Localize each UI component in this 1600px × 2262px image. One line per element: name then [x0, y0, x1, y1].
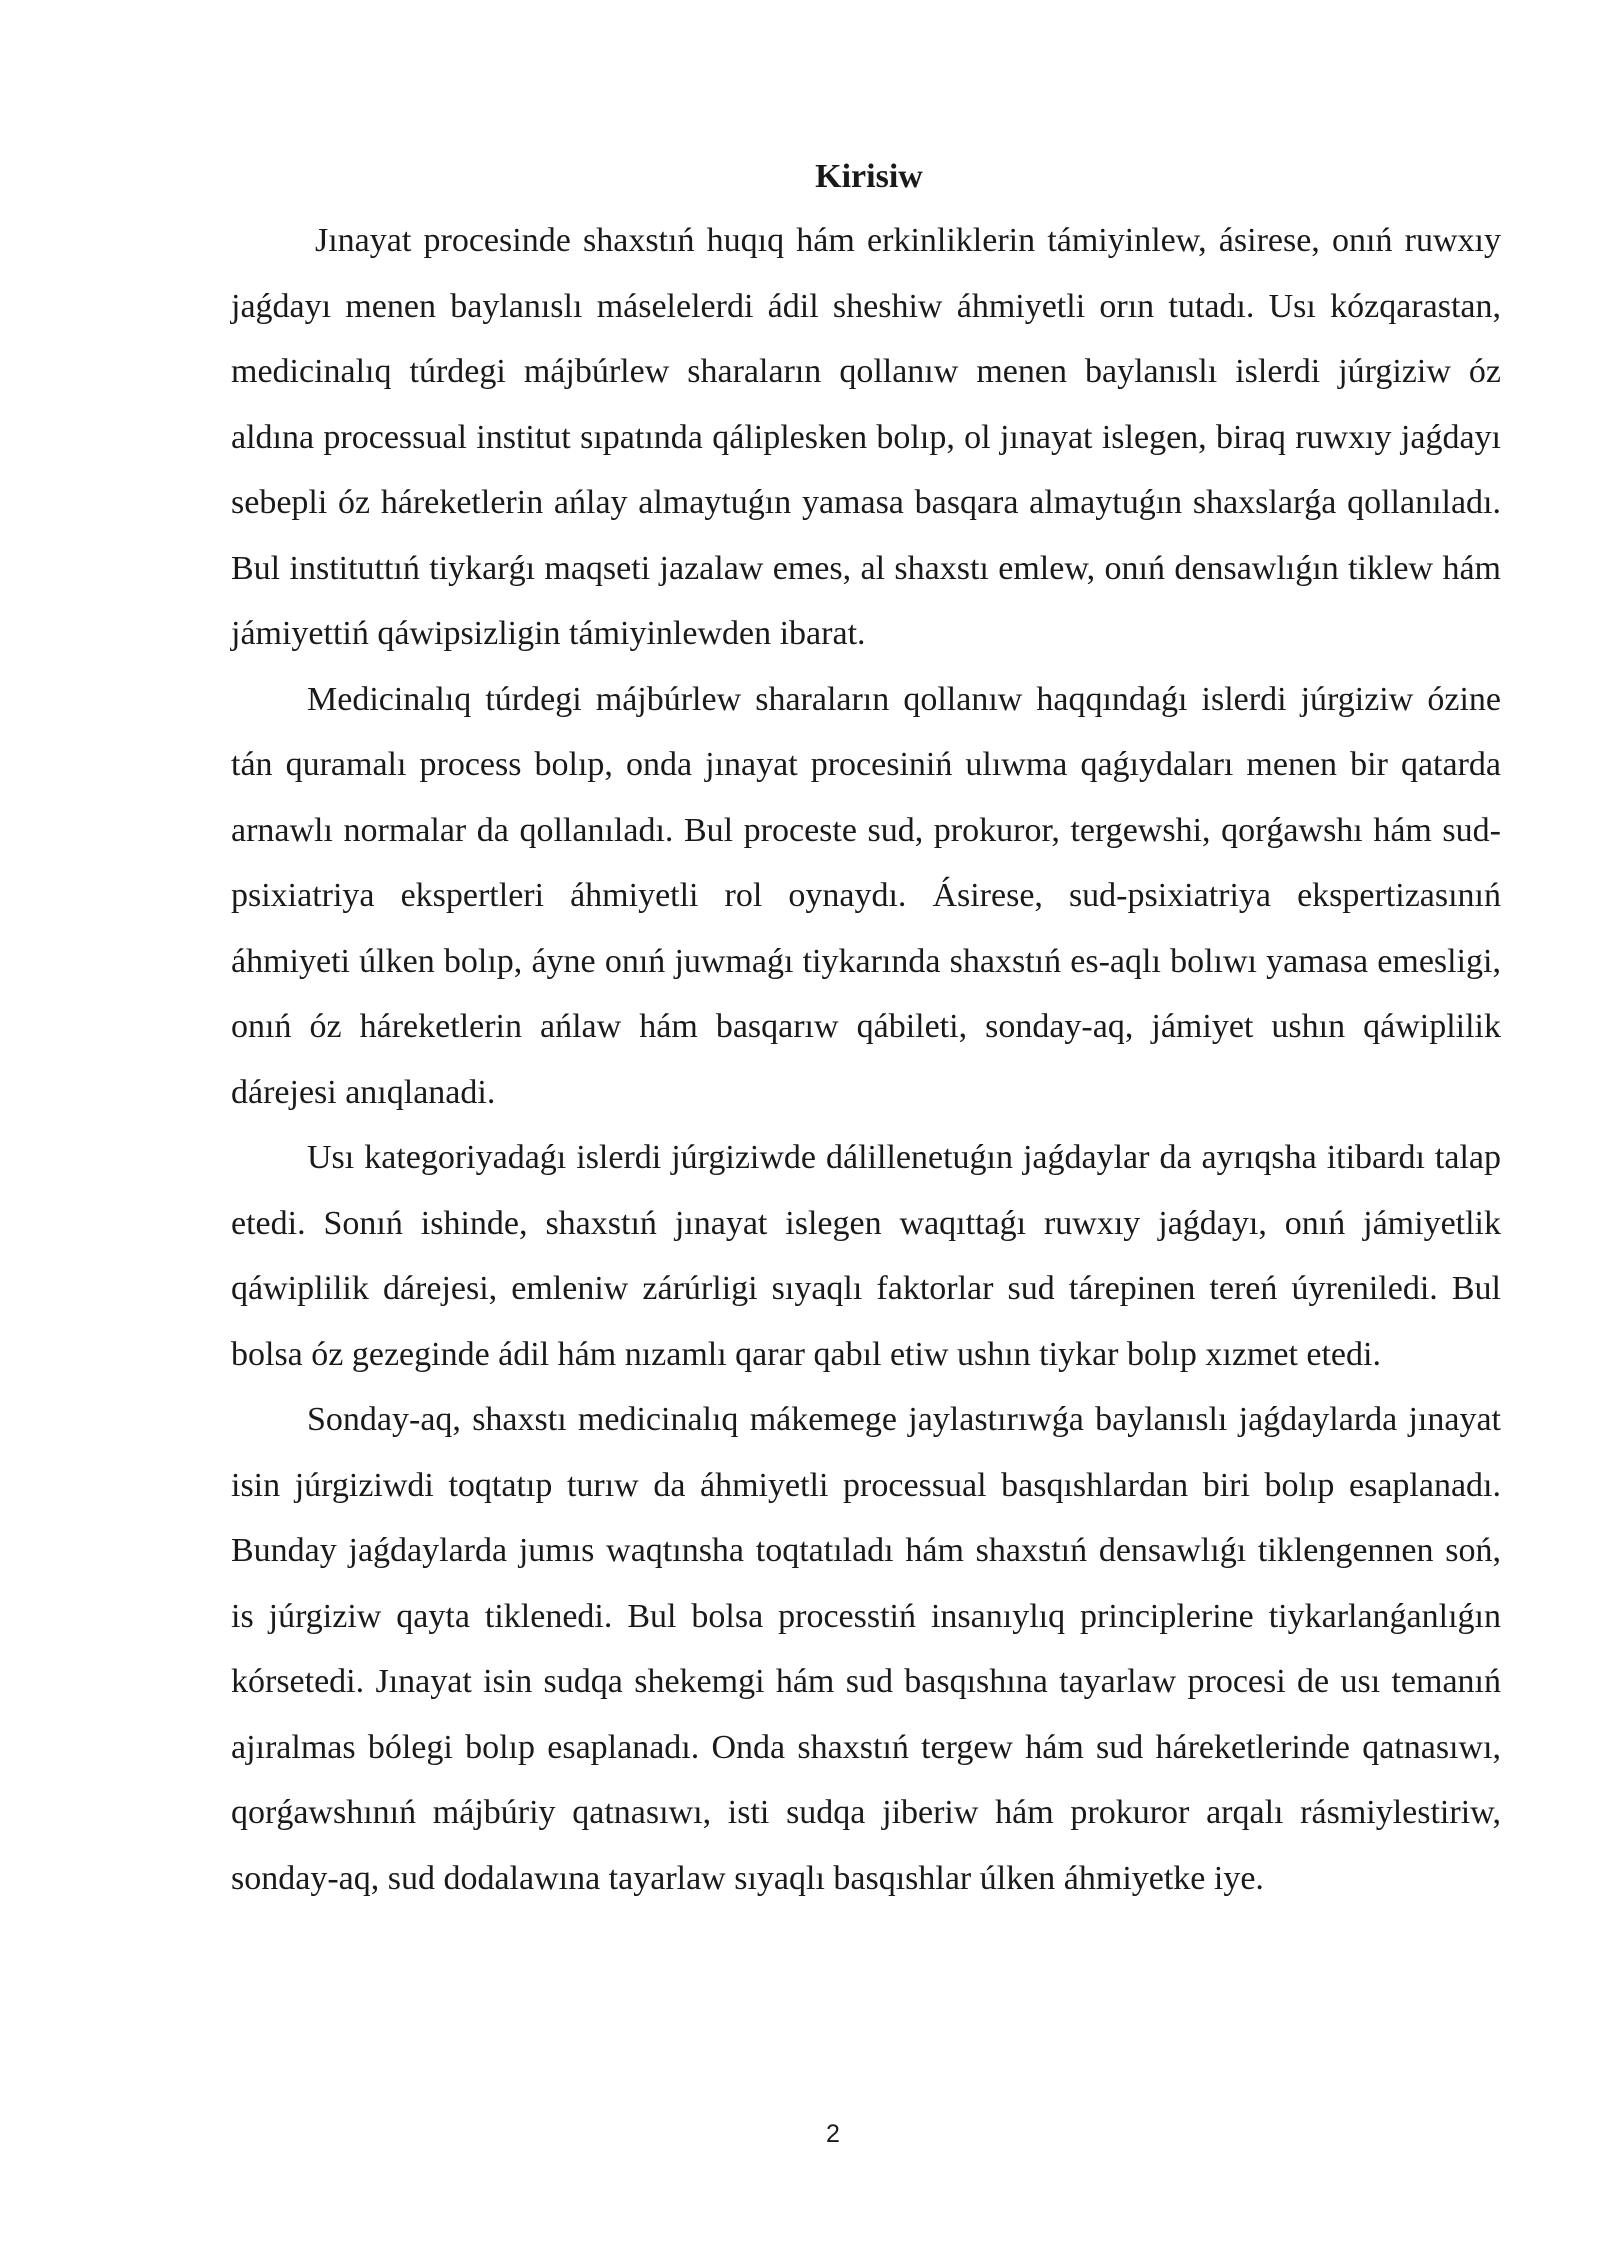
page-title: Kirisiw [815, 158, 923, 195]
page-number: 2 [826, 2120, 840, 2148]
document-body [231, 150, 1501, 1911]
paragraph-4: Sonday-aq, shaxstı medicinalıq mákemege jaylastırıwǵa baylanıslı jaǵdaylarda jınayat isin júrgiziwdi toqtatıp turıw da áhmiyetli processual basqıshlardan biri bolıp esaplanadı. Bunday jaǵdaylarda jumıs waqtınsha toqtatıladı hám shaxstıń densawlıǵı tiklengennen soń, is júrgiziw qayta tiklenedi. Bul bolsa processtiń insanıylıq principlerine tiykarlanǵanlıǵın kórsetedi. Jınayat isin sudqa shekemgi hám sud basqıshına tayarlaw procesi de usı temanıń ajıralmas bólegi bolıp esaplanadı. Onda shaxstıń tergew hám sud háreketlerinde qatnasıwı, qorǵawshınıń májbúriy qatnasıwı, isti sudqa jiberiw hám prokuror arqalı rásmiylestiriw, sonday-aq, sud dodalawına tayarlaw sıyaqlı basqıshlar úlken áhmiyetke iye. [231, 1401, 1501, 1897]
paragraph-3: Usı kategoriyadaǵı islerdi júrgiziwde dálillenetuǵın jaǵdaylar da ayrıqsha itibardı talap etedi. Sonıń ishinde, shaxstıń jınayat islegen waqıttaǵı ruwxıy jaǵdayı, onıń jámiyetlik qáwiplilik dárejesi, emleniw zárúrligi sıyaqlı faktorlar sud tárepinen tereń úyreniledi. Bul bolsa óz gezeginde ádil hám nızamlı qarar qabıl etiw ushın tiykar bolıp xızmet etedi. [231, 1139, 1501, 1373]
paragraph-2: Medicinalıq túrdegi májbúrlew sharaların qollanıw haqqındaǵı islerdi júrgiziw ózine tán quramalı process bolıp, onda jınayat procesiniń ulıwma qaǵıydaları menen bir qatarda arnawlı normalar da qollanıladı. Bul proceste sud, prokuror, tergewshi, qorǵawshı hám sud-psixiatriya ekspertleri áhmiyetli rol oynaydı. Ásirese, sud-psixiatriya ekspertizasınıń áhmiyeti úlken bolıp, áyne onıń juwmaǵı tiykarında shaxstıń es-aqlı bolıwı yamasa emesligi, onıń óz háreketlerin ańlaw hám basqarıw qábileti, sonday-aq, jámiyet ushın qáwiplilik dárejesi anıqlanadi. [231, 680, 1501, 1111]
paragraph-1: Jınayat procesinde shaxstıń huqıq hám erkinliklerin támiyinlew, ásirese, onıń ruwxıy jaǵdayı menen baylanıslı máselelerdi ádil sheshiw áhmiyetli orın tutadı. Usı kózqarastan, medicinalıq túrdegi májbúrlew sharaların qollanıw menen baylanıslı islerdi júrgiziw óz aldına processual institut sıpatında qáliplesken bolıp, ol jınayat islegen, biraq ruwxıy jaǵdayı sebepli óz háreketlerin ańlay almaytuǵın yamasa basqara almaytuǵın shaxslarǵa qollanıladı. Bul instituttıń tiykarǵı maqseti jazalaw emes, al shaxstı emlew, onıń densawlıǵın tiklew hám jámiyettiń qáwipsizligin támiyinlewden ibarat. [231, 222, 1501, 652]
